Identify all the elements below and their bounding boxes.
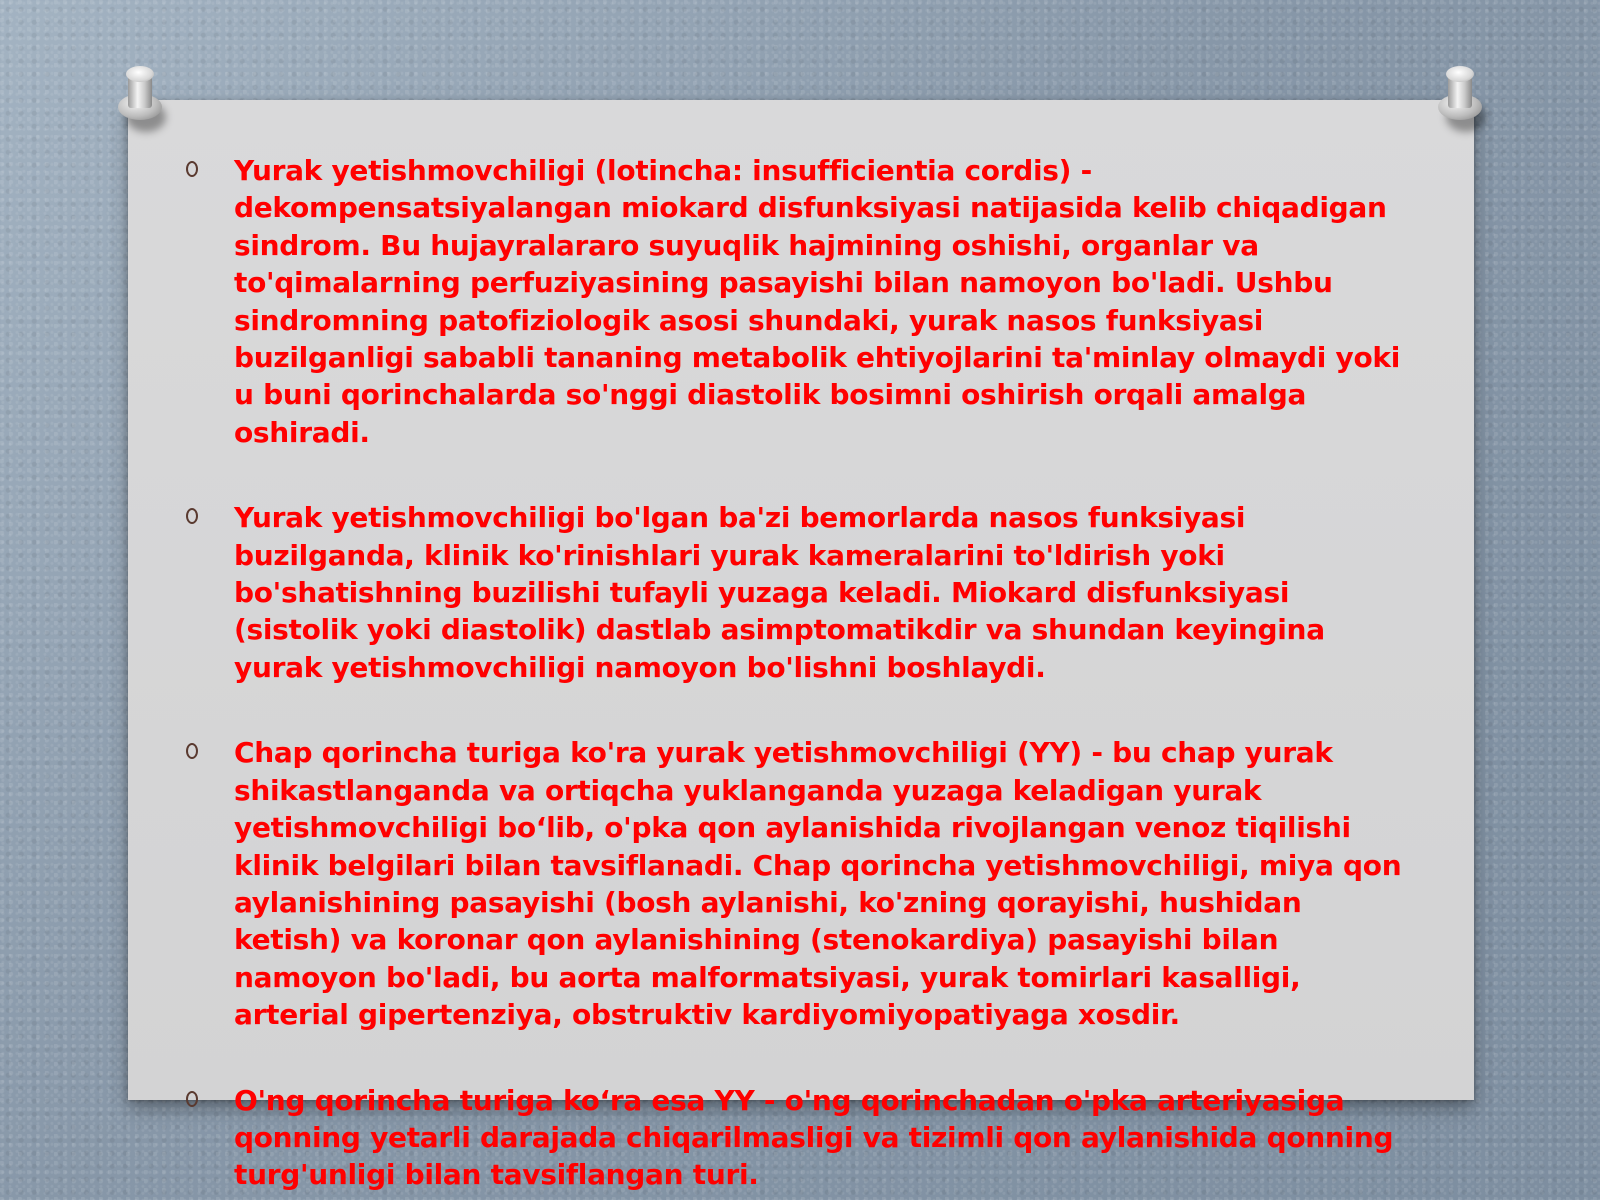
list-item bbox=[186, 1082, 1426, 1194]
list-item bbox=[186, 499, 1426, 686]
paragraph-heart-failure-definition: Yurak yetishmovchiligi (lotincha: insufficientia cordis) - dekompensatsiyalangan miokard disfunksiyasi natijasida kelib chiqadigan sindrom. Bu hujayralararo suyuqlik hajmining oshishi, organlar va to'qimalarning perfuziyasining pasayishi bilan namoyon bo'ladi. Ushbu sindromning patofiziologik asosi shundaki, yurak nasos funksiyasi buzilganligi sababli tananing metabolik ehtiyojlarini ta'minlay olmaydi yoki u buni qorinchalarda so'nggi diastolik bosimni oshirish orqali amalga oshiradi. bbox=[234, 154, 1401, 449]
bullet-circle-icon bbox=[186, 508, 198, 524]
paragraph-left-ventricular-failure: Chap qorincha turiga ko'ra yurak yetishmovchiligi (YY) - bu chap yurak shikastlanganda va ortiqcha yuklanganda yuzaga keladigan yurak yetishmovchiligi bo‘lib, o'pka qon aylanishida rivojlangan venoz tiqilishi klinik belgilari bilan tavsiflanadi. Chap qorincha yetishmovchiligi, miya qon aylanishining pasayishi (bosh aylanishi, ko'zning qorayishi, hushidan ketish) va koronar qon aylanishining (stenokardiya) pasayishi bilan namoyon bo'ladi, bu aorta malformatsiyasi, yurak tomirlari kasalligi, arterial gipertenziya, obstruktiv kardiyomiyopatiyaga xosdir. bbox=[234, 736, 1402, 1032]
pushpin-left-icon bbox=[114, 66, 164, 132]
bullet-list bbox=[186, 152, 1426, 1200]
bullet-circle-icon bbox=[186, 743, 198, 759]
paragraph-pump-dysfunction: Yurak yetishmovchiligi bo'lgan ba'zi bemorlarda nasos funksiyasi buzilganda, klinik ko'rinishlari yurak kameralarini to'ldirish yoki bo'shatishning buzilishi tufayli yuzaga keladi. Miokard disfunksiyasi (sistolik yoki diastolik) dastlab asimptomatikdir va shundan keyingina yurak yetishmovchiligi namoyon bo'lishni boshlaydi. bbox=[234, 501, 1325, 684]
paragraph-right-ventricular-failure: O'ng qorincha turiga ko‘ra esa YY - o'ng qorinchadan o'pka arteriyasiga qonning yetarli darajada chiqarilmasligi va tizimli qon aylanishida qonning turg'unligi bilan tavsiflangan turi. bbox=[234, 1083, 1394, 1192]
pushpin-right-icon bbox=[1434, 66, 1484, 132]
bullet-circle-icon bbox=[186, 1091, 198, 1107]
bullet-circle-icon bbox=[186, 161, 198, 177]
list-item bbox=[186, 734, 1426, 1033]
list-item bbox=[186, 152, 1426, 451]
